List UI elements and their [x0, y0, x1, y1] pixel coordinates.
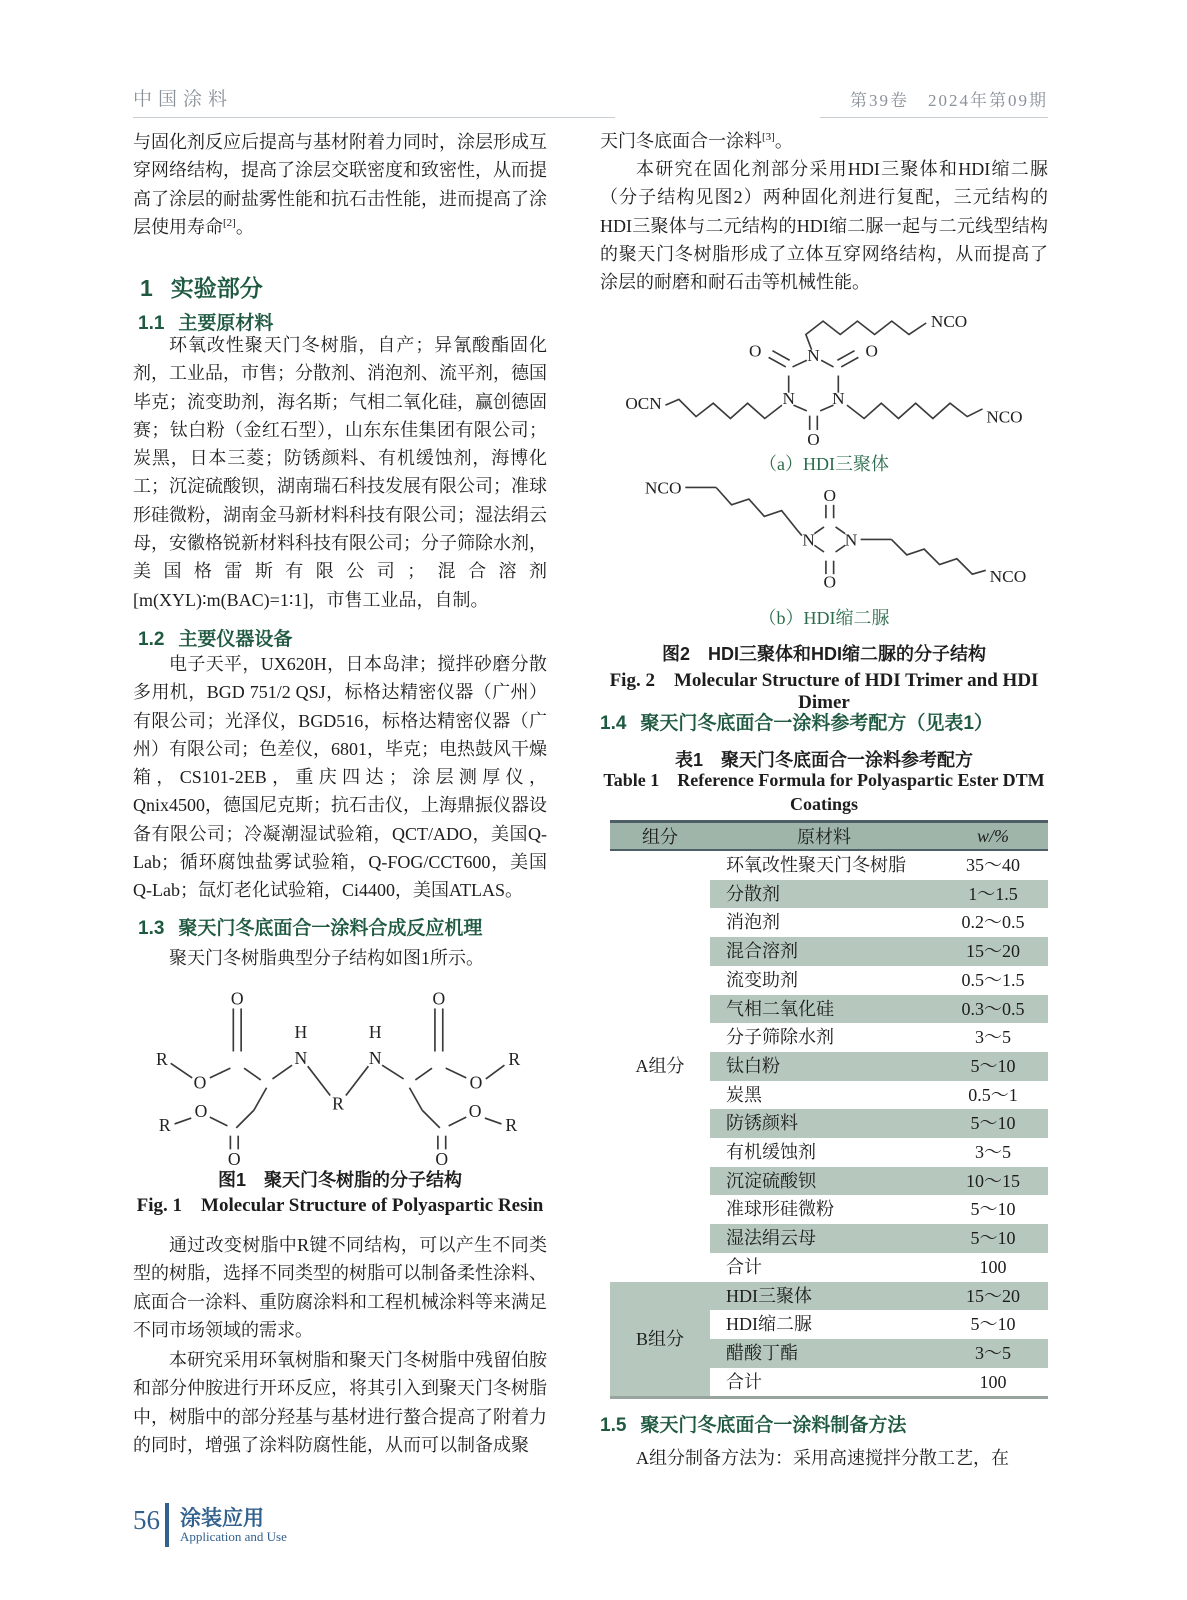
table1-title-cn: 表1 聚天门冬底面合一涂料参考配方: [674, 750, 973, 770]
volume-issue: 第39卷 2024年第09期: [850, 91, 1048, 110]
figure2-caption-cn: 图2 HDI三聚体和HDI缩二脲的分子结构: [661, 644, 986, 664]
group-label-nco: NCO: [930, 311, 968, 331]
paragraph-hdi-curing: 本研究在固化剂部分采用HDI三聚体和HDI缩二脲（分子结构见图2）两种固化剂进行复配，三元结构的HDI三聚体与二元结构的HDI缩二脲一起与二元线型结构的聚天门冬树脂形成了立体互穿网络结构，从而提高了涂层的耐磨和耐石击等机械性能。: [600, 159, 1048, 293]
atom-label-n: N: [294, 1048, 308, 1069]
table-row: [610, 850, 1048, 880]
atom-label-o: O: [230, 988, 244, 1009]
cell-material: 气相二氧化硅: [710, 995, 938, 1024]
figure2a-hdi-trimer-structure: [600, 302, 1048, 450]
group-label-ocn: OCN: [625, 393, 662, 413]
section-1-title: 实验部分: [170, 275, 263, 301]
reference-3: [3]: [762, 131, 775, 143]
cell-material: 环氧改性聚天门冬树脂: [726, 855, 906, 875]
header-rule-left: [133, 117, 615, 118]
atom-label-n: N: [832, 389, 845, 409]
cell-material: 沉淀硫酸钡: [710, 1167, 938, 1196]
page-number: 56: [133, 1505, 160, 1535]
atom-label-r: R: [155, 1049, 168, 1070]
cell-weight-percent: 1～1.5: [938, 880, 1048, 909]
col-header-material: 原材料: [710, 822, 938, 851]
footer-section-en: Application and Use: [180, 1529, 287, 1544]
figure2b-caption: （b）HDI缩二脲: [758, 608, 890, 628]
cell-weight-percent: 5～10: [938, 1224, 1048, 1253]
table-header-row: [610, 822, 1048, 851]
cell-material: 消泡剂: [726, 912, 780, 933]
atom-label-o: O: [468, 1101, 482, 1122]
cell-weight-percent: 35～40: [966, 855, 1020, 875]
section-1-1-title: 主要原材料: [178, 313, 274, 334]
paragraph-preparation: A组分制备方法为：采用高速搅拌分散工艺，在: [636, 1448, 1009, 1468]
section-1-2-title: 主要仪器设备: [178, 629, 293, 650]
paragraph-equipment: 电子天平，UX620H，日本岛津；搅拌砂磨分散多用机，BGD 751/2 QSJ，标格达精密仪器（广州）有限公司；光泽仪，BGD516，标格达精密仪器（广州）有限公司；色差仪，6801，毕克；电热鼓风干燥箱，CS101-2EB，重庆四达；涂层测厚仪，Qnix4500，德国尼克斯；抗石击仪，上海鼎振仪器设备有限公司；冷凝潮湿试验箱，QCT/ADO，美国Q-Lab；循环腐蚀盐雾试验箱，Q-FOG/CCT600，美国Q-Lab；氙灯老化试验箱，Ci4400，美国ATLAS。: [133, 654, 547, 901]
table1-body: [610, 850, 1048, 1398]
cell-material: 分散剂: [710, 880, 938, 909]
atom-label-o: O: [823, 572, 837, 592]
paragraph-intro-continuation: [133, 128, 547, 241]
atom-label-o: O: [193, 1072, 207, 1093]
cell-weight-percent: 15～20: [938, 1282, 1048, 1311]
header-rule-right: [820, 117, 1048, 118]
paragraph-epoxy-modification: 本研究采用环氧树脂和聚天门冬树脂中残留伯胺和部分仲胺进行开环反应，将其引入到聚天门冬树脂中，树脂中的部分羟基与基材进行螯合提高了附着力的同时，增强了涂料防腐性能，从而可以制备成聚: [133, 1350, 547, 1455]
atom-label-o: O: [432, 988, 446, 1009]
section-1-2-heading: [138, 624, 292, 651]
atom-label-h: H: [294, 1021, 308, 1042]
atom-label-o: O: [749, 341, 762, 361]
atom-label-o: O: [865, 341, 878, 361]
cell-weight-percent: 5～10: [970, 1199, 1016, 1220]
cell-weight-percent: 0.5～1: [968, 1084, 1018, 1105]
cell-weight-percent: 5～10: [970, 1314, 1016, 1335]
cell-weight-percent: 5～10: [938, 1109, 1048, 1138]
cell-weight-percent: 5～10: [938, 1052, 1048, 1081]
section-1-heading: [140, 270, 263, 303]
paragraph-resin-types: 通过改变树脂中R键不同结构，可以产生不同类型的树脂，选择不同类型的树脂可以制备柔性涂料、底面合一涂料、重防腐涂料和工程机械涂料等来满足不同市场领域的需求。: [133, 1235, 547, 1340]
cell-material: 准球形硅微粉: [726, 1199, 834, 1220]
intro-period: 。: [235, 216, 254, 237]
cell-weight-percent: 3～5: [975, 1142, 1011, 1163]
figure2b-hdi-dimer-structure: [600, 474, 1048, 604]
journal-name: 中国涂料: [133, 89, 234, 110]
atom-label-o: O: [823, 485, 837, 505]
cell-material: 合计: [726, 1371, 762, 1392]
section-1-4-number: 1.4: [600, 713, 627, 734]
figure2-caption-en: Fig. 2 Molecular Structure of HDI Trimer and HDI Dimer: [609, 670, 1039, 713]
cell-weight-percent: 100: [979, 1256, 1007, 1277]
cell-weight-percent: 10～15: [938, 1167, 1048, 1196]
cell-material: 炭黑: [726, 1084, 762, 1105]
group-b-cell: B组分: [610, 1282, 710, 1398]
figure2a-caption: （a）HDI三聚体: [759, 454, 889, 474]
col-header-weight-percent: w/%: [938, 822, 1048, 851]
cell-weight-percent: 15～20: [938, 937, 1048, 966]
section-1-5-title: 聚天门冬底面合一涂料制备方法: [640, 1415, 907, 1436]
section-1-3-title: 聚天门冬底面合一涂料合成反应机理: [178, 918, 483, 939]
atom-label-n: N: [782, 389, 795, 409]
col-header-component: 组分: [610, 822, 710, 851]
atom-label-h: H: [368, 1021, 382, 1042]
table-row: [610, 1282, 1048, 1311]
paragraph-materials: 环氧改性聚天门冬树脂，自产；异氰酸酯固化剂，工业品，市售；分散剂、消泡剂、流平剂，德国毕克；流变助剂，海名斯；气相二氧化硅，赢创德固赛；钛白粉（金红石型），山东东佳集团有限公司；炭黑，日本三菱；防锈颜料、有机缓蚀剂，海博化工；沉淀硫酸钡，湖南瑞石科技发展有限公司；准球形硅微粉，湖南金马新材料科技有限公司；湿法绢云母，安徽格锐新材料科技有限公司；分子筛除水剂，美国格雷斯有限公司；混合溶剂[m(XYL)∶m(BAC)=1∶1]，市售工业品，自制。: [133, 335, 547, 610]
atom-label-r: R: [158, 1114, 171, 1135]
atom-label-n: N: [844, 530, 858, 550]
cell-material: 有机缓蚀剂: [726, 1142, 816, 1163]
section-1-3-number: 1.3: [138, 918, 165, 939]
cont-period: 。: [774, 131, 793, 151]
cell-material: 混合溶剂: [710, 937, 938, 966]
figure1-polyaspartic-structure: [140, 983, 540, 1167]
section-1-1-number: 1.1: [138, 313, 165, 334]
group-label-nco: NCO: [989, 566, 1027, 586]
cell-weight-percent: 0.5～1.5: [961, 969, 1025, 990]
table1-container: [610, 820, 1048, 1399]
cell-weight-percent: 3～5: [938, 1339, 1048, 1368]
table1-title-en: Table 1 Reference Formula for Polyaspartic Ester DTM Coatings: [603, 770, 1045, 814]
group-label-nco: NCO: [644, 478, 682, 498]
atom-label-o: O: [227, 1149, 241, 1167]
atom-label-r: R: [505, 1114, 518, 1135]
cell-weight-percent: 0.3～0.5: [938, 995, 1048, 1024]
cell-material: 湿法绢云母: [710, 1224, 938, 1253]
atom-label-r: R: [332, 1093, 344, 1114]
atom-label-n: N: [807, 346, 820, 366]
footer-divider-bar: [165, 1503, 169, 1547]
section-1-4-title: 聚天门冬底面合一涂料参考配方（见表1）: [640, 713, 993, 734]
section-1-5-heading: [600, 1410, 906, 1437]
section-1-3-heading: [138, 913, 482, 940]
cont-text: 天门冬底面合一涂料: [600, 131, 762, 151]
footer-section-cn: 涂装应用: [180, 1507, 264, 1530]
cell-material: 钛白粉: [710, 1052, 938, 1081]
cell-material: 防锈颜料: [710, 1109, 938, 1138]
cell-material: 醋酸丁酯: [710, 1339, 938, 1368]
figure1-caption-cn: 图1 聚天门冬树脂的分子结构: [217, 1170, 462, 1190]
cell-material: HDI缩二脲: [726, 1314, 812, 1335]
cell-weight-percent: 3～5: [975, 1027, 1011, 1048]
group-label-nco: NCO: [986, 407, 1023, 427]
atom-label-n: N: [802, 530, 815, 550]
section-1-number: 1: [140, 275, 153, 301]
reference-2: [2]: [223, 216, 236, 229]
cell-material: 流变助剂: [726, 969, 798, 990]
atom-label-o: O: [807, 430, 820, 450]
cell-material: 合计: [726, 1256, 762, 1277]
atom-label-n: N: [368, 1048, 382, 1069]
cell-material: HDI三聚体: [710, 1282, 938, 1311]
cell-weight-percent: 0.2～0.5: [961, 912, 1025, 933]
intro-text: 与固化剂反应后提高与基材附着力同时，涂层形成互穿网络结构，提高了涂层交联密度和致密性，从而提高了涂层的耐盐雾性能和抗石击性能，进而提高了涂层使用寿命: [133, 132, 547, 237]
atom-label-o: O: [469, 1072, 483, 1093]
section-1-5-number: 1.5: [600, 1415, 627, 1436]
atom-label-o: O: [194, 1101, 208, 1122]
cell-material: 分子筛除水剂: [726, 1027, 834, 1048]
section-1-4-heading: [600, 708, 993, 735]
atom-label-o: O: [435, 1149, 449, 1167]
section-1-2-number: 1.2: [138, 629, 165, 650]
cell-weight-percent: 100: [979, 1371, 1007, 1392]
figure1-caption-en: Fig. 1 Molecular Structure of Polyaspartic Resin: [136, 1195, 544, 1216]
atom-label-r: R: [508, 1049, 521, 1070]
paragraph-continuation-line: [600, 127, 1048, 155]
table1: [610, 820, 1048, 1399]
group-a-cell: A组分: [635, 1055, 685, 1076]
paragraph-mechanism-intro: 聚天门冬树脂典型分子结构如图1所示。: [169, 948, 484, 968]
